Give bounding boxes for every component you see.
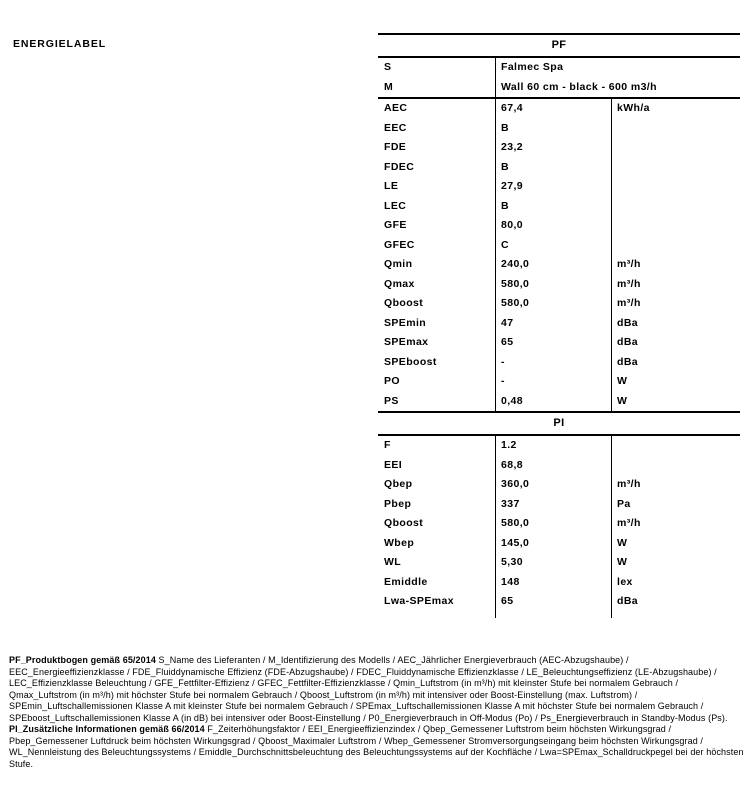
table-row xyxy=(378,197,740,217)
row-unit: m³/h xyxy=(611,294,740,314)
row-value: C xyxy=(495,236,611,256)
row-unit: m³/h xyxy=(611,514,740,534)
row-label: GFEC xyxy=(384,238,415,251)
row-unit xyxy=(611,158,740,178)
row-label: SPEmin xyxy=(384,316,427,329)
row-unit: kWh/a xyxy=(611,99,740,119)
table-row xyxy=(378,475,740,495)
table-row xyxy=(378,392,740,412)
table-row xyxy=(378,314,740,334)
row-label: SPEmax xyxy=(384,336,429,348)
row-label: Emiddle xyxy=(384,575,428,588)
row-label: PO xyxy=(384,375,400,387)
row-unit: W xyxy=(611,372,740,392)
row-unit: m³/h xyxy=(611,275,740,295)
table-row xyxy=(378,553,740,573)
row-label: LEC xyxy=(384,199,407,212)
footnote-heading-segment: PF_Produktbogen gemäß 65/2014 xyxy=(9,655,159,665)
row-value: 67,4 xyxy=(495,99,611,119)
table-row xyxy=(378,436,740,456)
data-block xyxy=(378,99,740,413)
row-value: 27,9 xyxy=(495,177,611,197)
table-row xyxy=(378,275,740,295)
table-row xyxy=(378,158,740,178)
table-row xyxy=(378,99,740,119)
table-row xyxy=(378,495,740,515)
spec-table xyxy=(378,33,740,618)
row-label: Pbep xyxy=(384,497,412,510)
row-value: B xyxy=(495,119,611,139)
row-value: 1.2 xyxy=(495,436,611,456)
row-unit: lex xyxy=(611,573,740,593)
spacer-cell xyxy=(611,612,740,618)
row-unit: dBa xyxy=(611,314,740,334)
row-label: WL xyxy=(384,556,402,568)
row-value: 65 xyxy=(495,592,611,612)
table-row xyxy=(378,216,740,236)
row-label: Qboost xyxy=(384,517,424,529)
row-unit: W xyxy=(611,553,740,573)
row-unit xyxy=(611,177,740,197)
row-label: Qmin xyxy=(384,258,413,270)
row-unit xyxy=(611,216,740,236)
row-value: 68,8 xyxy=(495,456,611,476)
table-row xyxy=(378,119,740,139)
section-header-pf: PF xyxy=(378,33,740,58)
table-row xyxy=(378,592,740,612)
spacer-cell xyxy=(378,612,495,618)
row-unit: dBa xyxy=(611,592,740,612)
table-row xyxy=(378,333,740,353)
row-value: - xyxy=(495,353,611,373)
row-label: EEI xyxy=(384,458,403,471)
footnote-heading-segment: PI_Zusätzliche Informationen gemäß 66/2014 xyxy=(9,724,208,735)
info-row xyxy=(378,58,740,78)
row-value: 47 xyxy=(495,314,611,334)
row-value: 337 xyxy=(495,495,611,515)
row-label: AEC xyxy=(384,102,408,114)
table-row xyxy=(378,456,740,476)
row-label: M xyxy=(384,80,394,93)
footnote-text-segment: F_Zeiterhöhungsfaktor / EEI_Energieeffizienzindex / Qbep_Gemessener Luftstrom beim höchsten Wirkungsgrad / Pbep_Gemessener Luftdruck beim höchsten Wirkungsgrad / Qboost_Maximaler Luftstrom / Wbep_Gemessener Stromversorgungseingang beim höchsten Wirkungsgrad / WL_Nennleistung des Beleuchtungssystems / Emiddle_Durchschnittsbeleuchtung des Beleuchtungssystems auf der Kochfläche / Lwa=SPEmax_Schalldruckpegel bei der höchsten Stufe. xyxy=(9,724,744,769)
row-unit: dBa xyxy=(611,353,740,373)
table-row-spacer xyxy=(378,612,740,618)
info-row xyxy=(378,78,740,98)
table-row xyxy=(378,177,740,197)
row-label: S xyxy=(384,61,392,73)
row-value: 0,48 xyxy=(495,392,611,412)
row-value: 580,0 xyxy=(495,514,611,534)
row-value: 5,30 xyxy=(495,553,611,573)
row-unit: dBa xyxy=(611,333,740,353)
row-label: Wbep xyxy=(384,536,415,549)
row-label: Qmax xyxy=(384,277,415,290)
row-unit xyxy=(611,138,740,158)
row-value: 360,0 xyxy=(495,475,611,495)
row-value: 580,0 xyxy=(495,275,611,295)
row-label: GFE xyxy=(384,219,407,231)
table-row xyxy=(378,236,740,256)
row-unit: m³/h xyxy=(611,255,740,275)
row-label: Qboost xyxy=(384,297,424,309)
row-value: 80,0 xyxy=(495,216,611,236)
row-value: 65 xyxy=(495,333,611,353)
row-label: SPEboost xyxy=(384,355,437,368)
row-unit: W xyxy=(611,392,740,412)
footnote-text-segment: S_Name des Lieferanten / M_Identifizierung des Modells / AEC_Jährlicher Energieverbrauch (AEC-Abzugshaube) / EEC_Energieeffizienzklasse / FDE_Fluiddynamische Effizienz (FDE-Abzugshaube) / FDEC_Fluiddynamische Effizienzklasse / LE_Beleuchtungseffizienz (LE-Abzugshaube) / LEC_Effizienzklasse Beleuchtung / GFE_Fettfilter-Effizienz / GFEC_Fettfilter-Effizienzklasse / Qmin_Luftstrom (in m³/h) mit kleinster Stufe bei normalem Gebrauch / Qmax_Luftstrom (in m³/h) mit höchster Stufe bei normalem Gebrauch / Qboost_Luftstrom (in m³/h) mit intensiver oder Boost-Einstellung (max. Luftstrom) / SPEmin_Luftschallemissionen Klasse A mit kleinster Stufe bei normalem Gebrauch / SPEmax_Luftschallemissionen Klasse A mit höchster Stufe bei normalem Gebrauch / SPEboost_Luftschallemissionen Klasse A (in dB) bei intensiver oder Boost-Einstellung / P0_Energieverbrauch in Off-Modus (Po) / Ps_Energieverbrauch in Standby-Modus (Ps). xyxy=(9,655,728,723)
row-value: B xyxy=(495,158,611,178)
row-label: FDE xyxy=(384,141,407,153)
info-block xyxy=(378,58,740,99)
footnote xyxy=(9,655,745,770)
table-row xyxy=(378,294,740,314)
row-unit: m³/h xyxy=(611,475,740,495)
row-value: Falmec Spa xyxy=(495,58,740,78)
table-row xyxy=(378,255,740,275)
row-label: PS xyxy=(384,394,399,407)
table-row xyxy=(378,514,740,534)
row-label: LE xyxy=(384,180,399,192)
row-value: 580,0 xyxy=(495,294,611,314)
table-row xyxy=(378,372,740,392)
row-unit: W xyxy=(611,534,740,554)
row-unit xyxy=(611,436,740,456)
row-unit xyxy=(611,456,740,476)
data-block xyxy=(378,436,740,618)
row-value: 148 xyxy=(495,573,611,593)
row-value: B xyxy=(495,197,611,217)
row-value: Wall 60 cm - black - 600 m3/h xyxy=(495,78,740,98)
table-row xyxy=(378,138,740,158)
spacer-cell xyxy=(495,612,611,618)
table-row xyxy=(378,573,740,593)
row-value: 240,0 xyxy=(495,255,611,275)
row-unit xyxy=(611,197,740,217)
row-label: Qbep xyxy=(384,478,413,490)
table-row xyxy=(378,534,740,554)
row-value: 145,0 xyxy=(495,534,611,554)
row-label: FDEC xyxy=(384,160,415,173)
page-title: ENERGIELABEL xyxy=(13,38,107,50)
row-value: - xyxy=(495,372,611,392)
row-unit xyxy=(611,236,740,256)
table-row xyxy=(378,353,740,373)
row-unit xyxy=(611,119,740,139)
section-header-pi: PI xyxy=(378,413,740,436)
row-label: F xyxy=(384,439,391,451)
row-label: EEC xyxy=(384,121,407,134)
row-unit: Pa xyxy=(611,495,740,515)
row-value: 23,2 xyxy=(495,138,611,158)
row-label: Lwa-SPEmax xyxy=(384,595,454,607)
